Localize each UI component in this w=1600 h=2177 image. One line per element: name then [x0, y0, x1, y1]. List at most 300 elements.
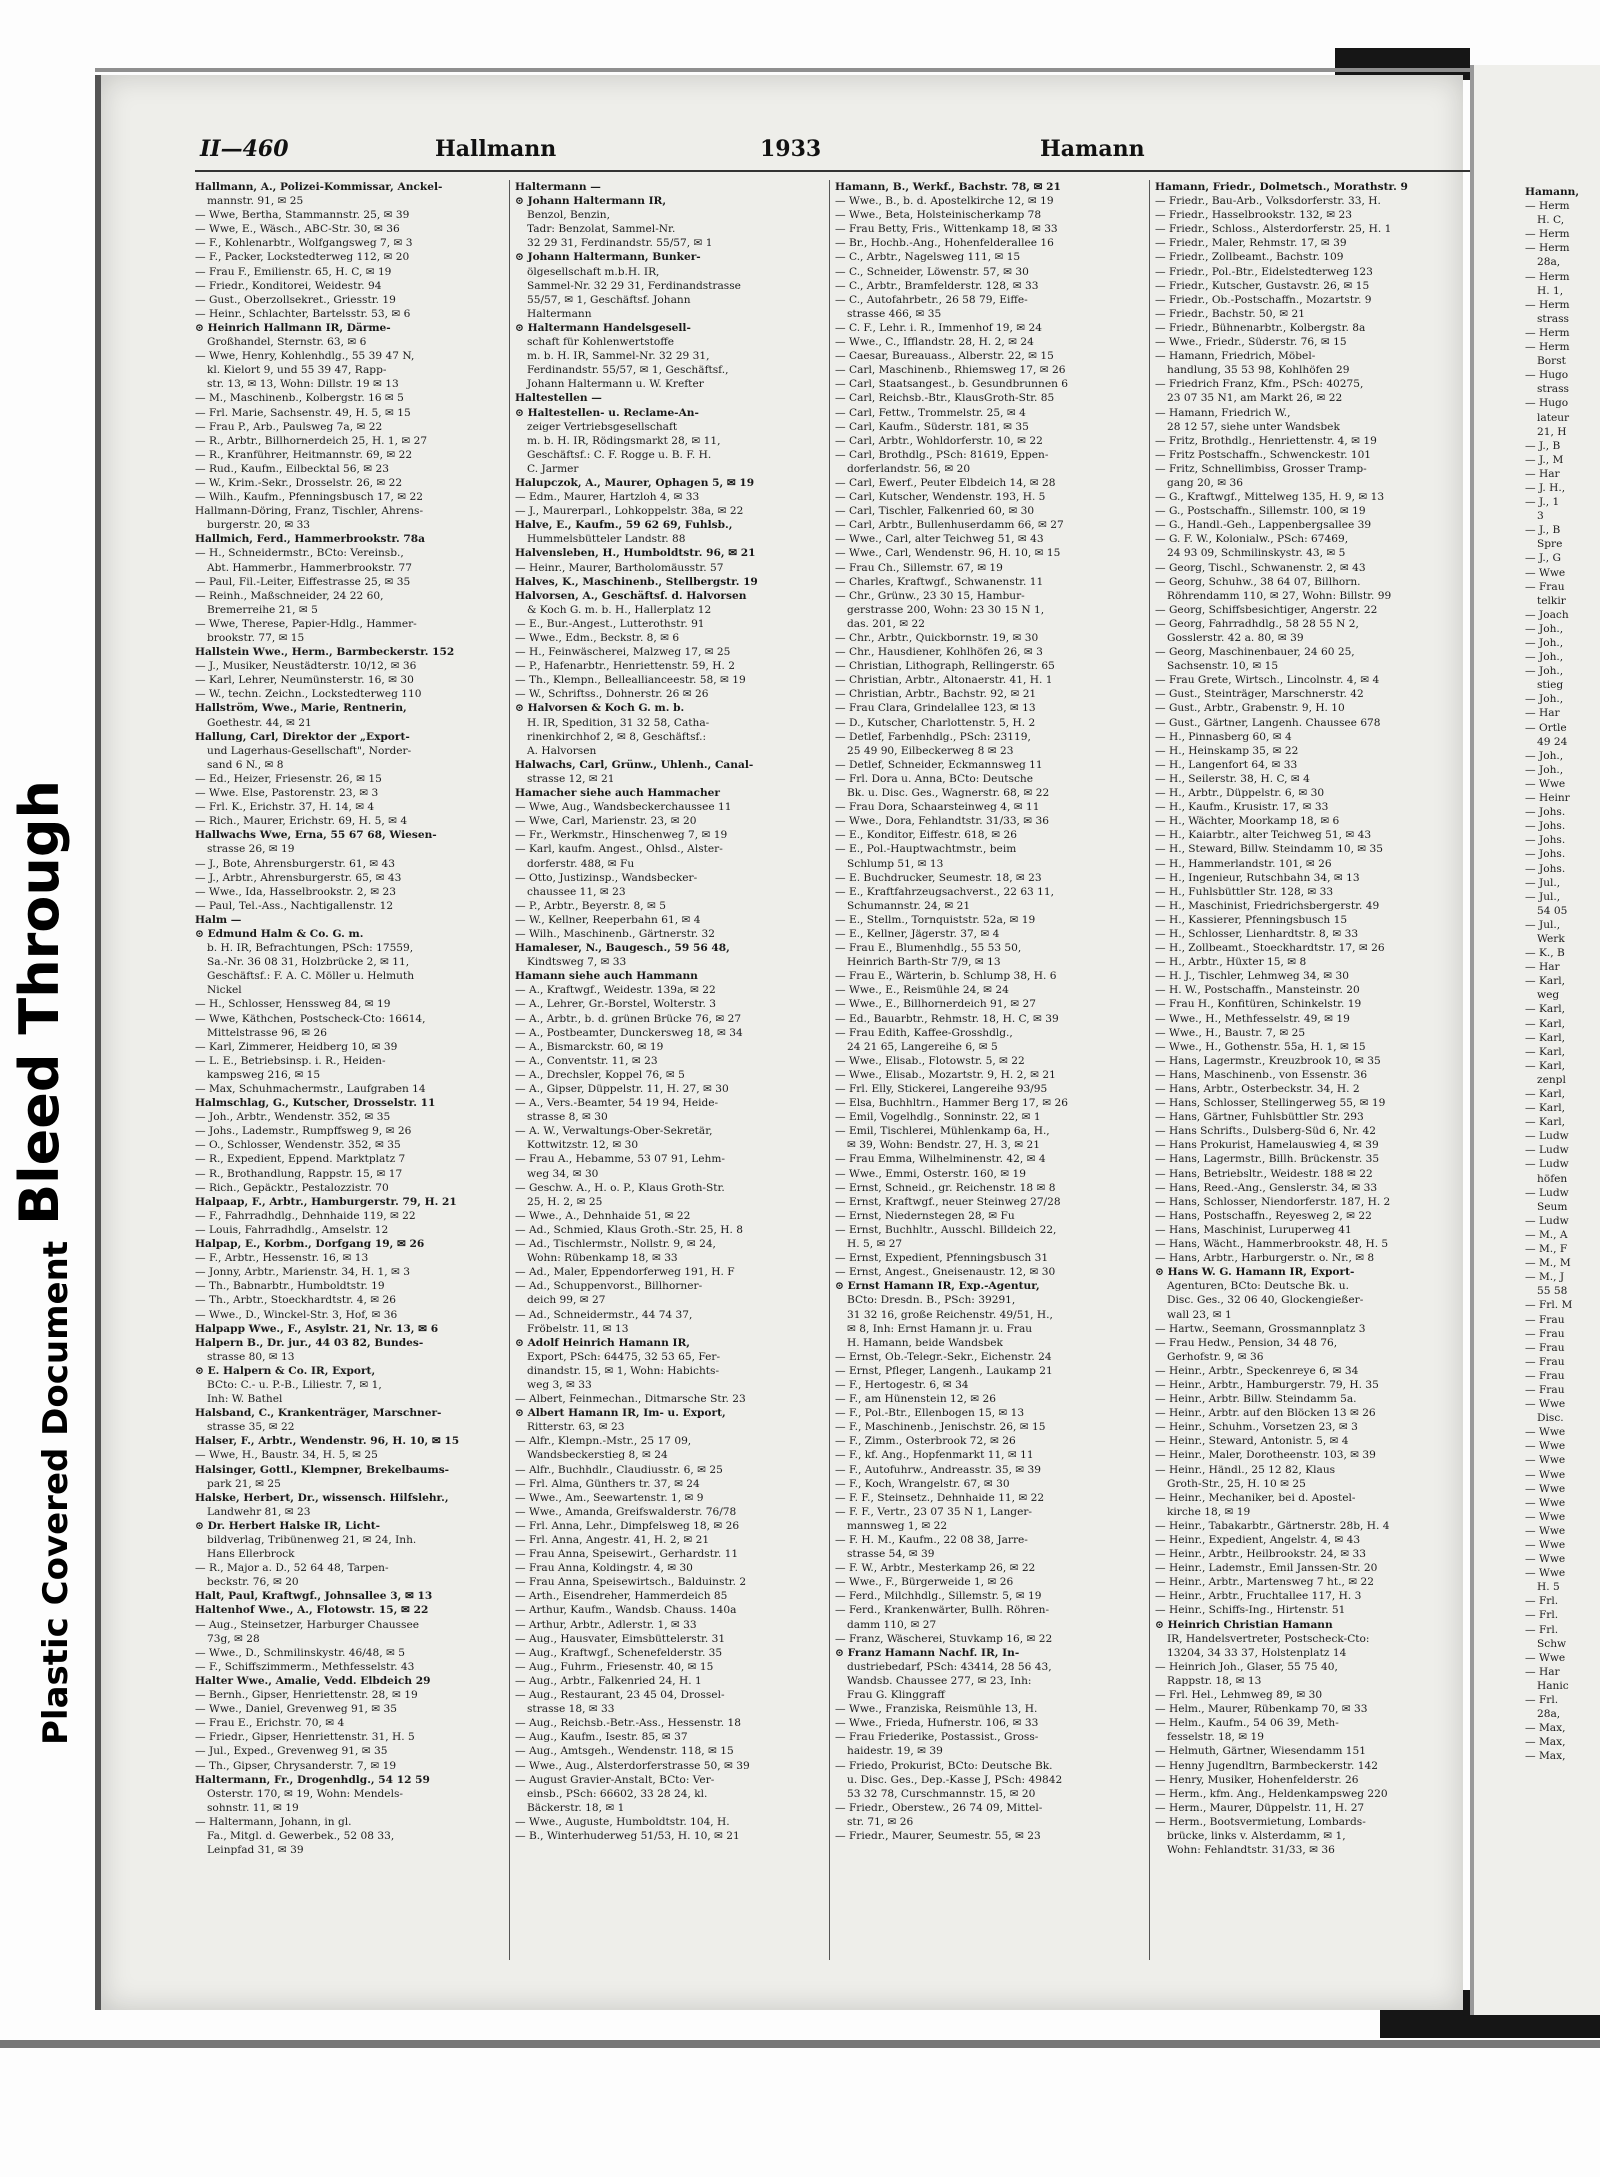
directory-entry-line: ⊙ Ernst Hamann IR, Exp.-Agentur, [835, 1280, 1040, 1293]
directory-entry-line: Ferdinandstr. 55/57, ✉ 1, Geschäftsf., [527, 364, 729, 377]
directory-entry-line: Mittelstrasse 96, ✉ 26 [207, 1026, 327, 1039]
directory-entry-line: — Wwe [1525, 1553, 1566, 1566]
directory-entry-line: — Frau E., Erichstr. 70, ✉ 4 [195, 1717, 345, 1730]
header-left-name: Hallmann [435, 136, 557, 162]
directory-entry-line: — Ludw [1525, 1144, 1569, 1157]
directory-entry-line: Gosslerstr. 42 a. 80, ✉ 39 [1167, 632, 1304, 644]
directory-entry-line: 25 49 90, Eilbeckerweg 8 ✉ 23 [847, 744, 1014, 757]
directory-entry-line: — Hans, Reed.-Ang., Genslerstr. 34, ✉ 33 [1155, 1181, 1378, 1194]
directory-entry-line: b. H. IR, Befrachtungen, PSch: 17559, [207, 942, 414, 955]
directory-entry-line: — Aug., Kraftwgf., Schenefelderstr. 35 [515, 1646, 723, 1659]
directory-entry-line: Haltermann, Fr., Drogenhdlg., 54 12 59 [195, 1773, 430, 1786]
directory-entry-line: bildverlag, Tribünenweg 21, ✉ 24, Inh. [207, 1534, 417, 1546]
directory-entry-line: H. 5 [1537, 1581, 1560, 1594]
directory-entry-line: — Carl, Brothdlg., PSch: 81619, Eppen- [835, 448, 1049, 461]
directory-entry-line: — Wwe, Käthchen, Postscheck-Cto: 16614, [195, 1012, 426, 1025]
directory-entry-line: Wohn: Fehlandtstr. 31/33, ✉ 36 [1167, 1844, 1335, 1857]
directory-entry-line: — Heinr., Arbtr., Martensweg 7 ht., ✉ 22 [1155, 1576, 1374, 1589]
directory-entry-line: — Ernst, Ob.-Telegr.-Sekr., Eichenstr. 24 [835, 1350, 1052, 1363]
directory-entry-line: Halser, F., Arbtr., Wendenstr. 96, H. 10, ✉ 15 [195, 1435, 460, 1448]
directory-entry-line: str. 71, ✉ 26 [847, 1815, 914, 1828]
directory-entry-line: — Frl. [1525, 1623, 1559, 1636]
directory-entry-line: — Friedr., Maler, Rehmstr. 17, ✉ 39 [1155, 237, 1347, 250]
directory-entry-line: — E., Kraftfahrzeugsachverst., 22 63 11, [835, 885, 1055, 898]
directory-entry-line: — Frl. Alma, Günthers tr. 37, ✉ 24 [515, 1477, 700, 1490]
directory-entry-line: — Hugo [1525, 369, 1569, 382]
directory-entry-line: — B., Winterhuderweg 51/53, H. 10, ✉ 21 [515, 1829, 740, 1842]
directory-entry-line: — H., Ingenieur, Rutschbahn 34, ✉ 13 [1155, 871, 1360, 884]
directory-entry-line: — A., Postbeamter, Dunckersweg 18, ✉ 34 [515, 1026, 743, 1039]
directory-entry-line: — Friedr., Kutscher, Gustavstr. 26, ✉ 15 [1155, 279, 1370, 292]
directory-entry-line: Bäckerstr. 18, ✉ 1 [527, 1801, 625, 1814]
directory-entry-line: — Wwe., H., Methfesselstr. 49, ✉ 19 [1155, 1012, 1350, 1025]
directory-entry-line: — Frau E., Wärterin, b. Schlump 38, H. 6 [835, 970, 1057, 983]
directory-entry-line: — Frau Ch., Sillemstr. 67, ✉ 19 [835, 561, 1003, 574]
directory-entry-line: zenpl [1537, 1073, 1566, 1086]
directory-entry-line: Halsband, C., Krankenträger, Marschner- [195, 1407, 442, 1420]
directory-entry-line: — A., Vers.-Beamter, 54 19 94, Heide- [515, 1097, 719, 1110]
directory-entry-line: — Wwe [1525, 1398, 1566, 1411]
directory-entry-line: — H., Feinwäscherei, Malzweg 17, ✉ 25 [515, 646, 731, 659]
directory-entry-line: stieg [1537, 679, 1564, 692]
directory-entry-line: weg [1537, 989, 1560, 1002]
directory-entry-line: — Herm., kfm. Ang., Heldenkampsweg 220 [1155, 1787, 1388, 1800]
directory-entry-line: A. Halvorsen [527, 744, 597, 757]
directory-entry-line: — Georg, Fahrradhdlg., 58 28 55 N 2, [1155, 617, 1359, 630]
directory-entry-line: — W., Kellner, Reeperbahn 61, ✉ 4 [515, 913, 701, 926]
directory-entry-line: 24 21 65, Langereihe 6, ✉ 5 [847, 1040, 998, 1053]
directory-entry-line: Bk. u. Disc. Ges., Wagnerstr. 68, ✉ 22 [847, 787, 1050, 800]
directory-entry-line: H. 1, [1537, 284, 1564, 297]
directory-entry-line: — Emil, Vogelhdlg., Sonninstr. 22, ✉ 1 [835, 1111, 1041, 1124]
directory-entry-line: — A., Bismarckstr. 60, ✉ 19 [515, 1040, 664, 1053]
directory-entry-line: Hallung, Carl, Direktor der „Export- [195, 730, 410, 743]
directory-entry-line: — Frau Clara, Grindelallee 123, ✉ 13 [835, 702, 1036, 715]
directory-entry-line: — Carl, Kaufm., Süderstr. 181, ✉ 35 [835, 420, 1029, 433]
directory-entry-line: — Frau Anna, Koldingstr. 4, ✉ 30 [515, 1562, 693, 1575]
directory-entry-line: Goethestr. 44, ✉ 21 [207, 716, 312, 729]
directory-entry-line: — A., Conventstr. 11, ✉ 23 [515, 1054, 658, 1067]
directory-entry-line: — Heinr., Arbtr., Hamburgerstr. 79, H. 35 [1155, 1378, 1379, 1391]
directory-entry-line: — Ad., Schneidermstr., 44 74 37, [515, 1308, 693, 1321]
directory-entry-line: — J., M [1525, 453, 1564, 466]
directory-entry-line: — Wwe., Elisab., Flotowstr. 5, ✉ 22 [835, 1054, 1025, 1067]
directory-entry-line: strasse 54, ✉ 39 [847, 1548, 935, 1561]
directory-entry-line: — J., B [1525, 439, 1561, 452]
directory-entry-line: — Wwe., Beta, Holsteinischerkamp 78 [835, 209, 1042, 222]
directory-entry-line: — Hans, Wächt., Hammerbrookstr. 48, H. 5 [1155, 1238, 1389, 1251]
directory-entry-line: — Hans, Arbtr., Harburgerstr. o. Nr., ✉ 8 [1155, 1252, 1375, 1265]
directory-entry-line: — A., Arbtr., b. d. grünen Brücke 76, ✉ 27 [515, 1012, 742, 1025]
directory-entry-line: Groth-Str., 25, H. 10 ✉ 25 [1167, 1477, 1306, 1490]
directory-entry-line: — Frau Anna, Speisewirtsch., Balduinstr. 2 [515, 1576, 747, 1589]
directory-entry-line: — G., Handl.-Geh., Lappenbergsallee 39 [1155, 519, 1372, 532]
directory-entry-line: Osterstr. 170, ✉ 19, Wohn: Mendels- [207, 1787, 403, 1800]
directory-entry-line: — Hans, Gärtner, Fuhlsbüttler Str. 293 [1155, 1111, 1364, 1124]
directory-entry-line: — Heinr [1525, 792, 1570, 805]
directory-entry-line: — P., Hafenarbtr., Henriettenstr. 59, H. 2 [515, 660, 735, 673]
directory-entry-line: — Frau [1525, 1355, 1565, 1368]
directory-entry-line: — Wwe., Friedr., Süderstr. 76, ✉ 15 [1155, 336, 1347, 349]
directory-entry-line: — F., Autofuhrw., Andreasstr. 35, ✉ 39 [835, 1463, 1042, 1476]
directory-entry-line: — Hans Prokurist, Hamelauswieg 4, ✉ 39 [1155, 1139, 1379, 1152]
directory-entry-line: — Hans, Lagermstr., Billh. Brückenstr. 35 [1155, 1153, 1380, 1166]
directory-entry-line: — A., Gipser, Düppelstr. 11, H. 27, ✉ 30 [515, 1083, 729, 1095]
directory-entry-line: — Rud., Kaufm., Eilbecktal 56, ✉ 23 [195, 462, 389, 475]
directory-entry-line: — J., G [1525, 552, 1561, 565]
directory-entry-line: — Har [1525, 961, 1560, 974]
directory-entry-line: ⊙ Halvorsen & Koch G. m. b. [515, 702, 685, 715]
directory-entry-line: — Friedr., Schloss., Alsterdorferstr. 25, H. 1 [1155, 223, 1392, 236]
directory-entry-line: — F., Arbtr., Hessenstr. 16, ✉ 13 [195, 1252, 369, 1265]
directory-column-1 [195, 180, 505, 1960]
directory-entry-line: m. b. H. IR, Rödingsmarkt 28, ✉ 11, [527, 434, 721, 447]
directory-entry-line: — Joh., [1525, 693, 1564, 706]
directory-entry-line: — H., Schlosser, Henssweg 84, ✉ 19 [195, 998, 391, 1011]
directory-entry-line: — R., Expedient, Eppend. Marktplatz 7 [195, 1153, 406, 1166]
directory-entry-line: — Friedr., Maurer, Seumestr. 55, ✉ 23 [835, 1829, 1041, 1842]
directory-entry-line: Bremerreihe 21, ✉ 5 [207, 603, 318, 616]
directory-entry-line: kl. Kielort 9, und 55 39 47, Rapp- [207, 364, 387, 377]
directory-entry-line: — Friedr., Gipser, Henriettenstr. 31, H. 5 [195, 1731, 415, 1744]
directory-entry-line: lateur [1537, 411, 1570, 424]
directory-entry-line: — Friedr., Bau-Arb., Volksdorferstr. 33, H. [1155, 195, 1381, 208]
directory-entry-line: — Frau Friederike, Postassist., Gross- [835, 1731, 1039, 1744]
directory-entry-line: — Heinr., Arbtr., Fruchtallee 117, H. 3 [1155, 1590, 1362, 1603]
directory-entry-line: — Hans Schrifts., Dulsberg-Süd 6, Nr. 42 [1155, 1125, 1377, 1138]
directory-entry-line: — Johs. [1525, 834, 1566, 847]
directory-entry-line: — Heinr., Mechaniker, bei d. Apostel- [1155, 1491, 1356, 1504]
directory-entry-line: strasse 80, ✉ 13 [207, 1350, 295, 1363]
directory-entry-line: — Johs. [1525, 862, 1566, 875]
directory-entry-line: — H., Steward, Billw. Steindamm 10, ✉ 35 [1155, 843, 1384, 856]
directory-entry-line: — Herm [1525, 298, 1570, 311]
directory-entry-line: — Karl, [1525, 1031, 1566, 1044]
directory-entry-line: — Wwe., H., Gothenstr. 55a, H. 1, ✉ 15 [1155, 1040, 1366, 1053]
directory-entry-line: Ritterstr. 63, ✉ 23 [527, 1421, 625, 1434]
directory-entry-line: — J., Musiker, Neustädterstr. 10/12, ✉ 36 [195, 660, 417, 673]
directory-entry-line: 28 12 57, siehe unter Wandsbek [1167, 420, 1340, 433]
directory-entry-line: — Ad., Schmied, Klaus Groth.-Str. 25, H. 8 [515, 1223, 743, 1236]
directory-entry-line: — Aug., Arbtr., Falkenried 24, H. 1 [515, 1674, 702, 1687]
directory-entry-line: — Helmuth, Gärtner, Wiesendamm 151 [1155, 1745, 1367, 1758]
directory-entry-line: beckstr. 76, ✉ 20 [207, 1576, 299, 1589]
directory-entry-line: — Frau [1525, 580, 1565, 593]
directory-entry-line: — Hartw., Seemann, Grossmannplatz 3 [1155, 1322, 1366, 1335]
directory-entry-line: — Wwe., Amanda, Greifswalderstr. 76/78 [515, 1505, 737, 1518]
directory-entry-line: — Aug., Steinsetzer, Harburger Chaussee [195, 1618, 420, 1631]
directory-entry-line: — Wwe. Else, Pastorenstr. 23, ✉ 3 [195, 787, 379, 800]
directory-entry-line: Spre [1537, 538, 1563, 551]
directory-entry-line: — Wwe, H., Baustr. 34, H. 5, ✉ 25 [195, 1449, 378, 1462]
directory-entry-line: — Fr., Werkmstr., Hinschenweg 7, ✉ 19 [515, 829, 728, 842]
directory-entry-line: ⊙ Franz Hamann Nachf. IR, In- [835, 1646, 1020, 1659]
directory-entry-line: haidestr. 19, ✉ 39 [847, 1745, 943, 1758]
directory-entry-line: 53 32 78, Curschmannstr. 15, ✉ 20 [847, 1787, 1036, 1800]
directory-entry-line: — Helm., Maurer, Rübenkamp 70, ✉ 33 [1155, 1703, 1368, 1716]
directory-entry-line: — Ernst, Niedernstegen 28, ✉ Fu [835, 1209, 1015, 1222]
directory-entry-line: Hanic [1537, 1679, 1569, 1692]
directory-entry-line: — Max, Schuhmachermstr., Laufgraben 14 [195, 1083, 426, 1095]
directory-entry-line: chaussee 11, ✉ 23 [527, 885, 626, 898]
directory-entry-line: — A. W., Verwaltungs-Ober-Sekretär, [515, 1125, 713, 1138]
directory-entry-line: — Wilh., Kaufm., Pfenningsbusch 17, ✉ 22 [195, 491, 423, 504]
directory-entry-line: 54 05 [1537, 904, 1568, 917]
directory-entry-line: — Max, [1525, 1722, 1566, 1735]
directory-entry-line: — E., Stellm., Tornquiststr. 52a, ✉ 19 [835, 913, 1036, 926]
directory-entry-line: — Frau P., Arb., Paulsweg 7a, ✉ 22 [195, 420, 383, 433]
directory-entry-line: — Reinh., Maßschneider, 24 22 60, [195, 589, 384, 602]
directory-entry-line: — Fritz, Brothdlg., Henriettenstr. 4, ✉ 19 [1155, 434, 1377, 447]
directory-entry-line: — Jul., [1525, 876, 1561, 889]
directory-entry-line: Inh: W. Bathel [207, 1393, 283, 1406]
directory-entry-line: ⊙ Haltermann Handelsgesell- [515, 321, 691, 334]
directory-entry-line: ⊙ Johann Haltermann IR, [515, 195, 667, 208]
directory-entry-line: — Friedr., Bühnenarbtr., Kolbergstr. 8a [1155, 321, 1366, 334]
directory-entry-line: — Wwe [1525, 1651, 1566, 1664]
directory-entry-line: — Frl. [1525, 1694, 1559, 1707]
directory-entry-line: — Hans, Betriebsltr., Weidestr. 188 ✉ 22 [1155, 1167, 1373, 1180]
directory-entry-line: — H. W., Postschaffn., Mansteinstr. 20 [1155, 984, 1360, 997]
directory-entry-line: — Wwe [1525, 1468, 1566, 1481]
directory-entry-line: — Joh., [1525, 622, 1564, 635]
directory-entry-line: — Joh., [1525, 749, 1564, 762]
directory-entry-line: — Hans, Postschaffn., Reyesweg 2, ✉ 22 [1155, 1209, 1372, 1222]
directory-entry-line: — Aug., Hausvater, Eimsbüttelerstr. 31 [515, 1632, 726, 1645]
directory-entry-line: dorferlandstr. 56, ✉ 20 [847, 462, 971, 475]
directory-entry-line: Hamaleser, N., Baugesch., 59 56 48, [515, 942, 730, 955]
directory-entry-line: — Gust., Steinträger, Marschnerstr. 42 [1155, 688, 1364, 701]
directory-entry-line: Wandsbeckerstieg 8, ✉ 24 [527, 1449, 668, 1462]
directory-entry-line: — Friedr., Zollbeamt., Bachstr. 109 [1155, 251, 1344, 264]
directory-entry-line: ⊙ Edmund Halm & Co. G. m. [195, 927, 364, 940]
directory-entry-line: ölgesellschaft m.b.H. IR, [527, 265, 660, 278]
directory-entry-line: — M., A [1525, 1228, 1568, 1241]
directory-entry-line: handlung, 35 53 98, Kohlhöfen 29 [1167, 364, 1350, 377]
header-right-name: Hamann [1040, 136, 1145, 162]
directory-entry-line: — Elsa, Buchhltrn., Hammer Berg 17, ✉ 26 [835, 1097, 1068, 1110]
directory-entry-line: — Th., Klempn., Belleallianceestr. 58, ✉ 19 [515, 674, 746, 687]
directory-entry-line: — Frau E., Blumenhdlg., 55 53 50, [835, 942, 1022, 955]
directory-entry-line: — Frau A., Hebamme, 53 07 91, Lehm- [515, 1153, 725, 1166]
directory-entry-line: — Herm [1525, 341, 1570, 354]
adjacent-page-column [1525, 185, 1600, 1965]
directory-entry-line: — Frl. Anna, Angestr. 41, H. 2, ✉ 21 [515, 1534, 710, 1546]
directory-entry-line: — H., Schlosser, Lienhardtstr. 8, ✉ 33 [1155, 927, 1359, 940]
directory-entry-line: — M., Maschinenb., Kolbergstr. 16 ✉ 5 [195, 392, 404, 405]
directory-entry-line: 28a, [1537, 1708, 1561, 1721]
directory-entry-line: strasse 8, ✉ 30 [527, 1111, 608, 1124]
directory-entry-line: — Rich., Gepäcktr., Pestalozzistr. 70 [195, 1181, 389, 1194]
directory-entry-line: — H., Arbtr., Düppelstr. 6, ✉ 30 [1155, 787, 1325, 800]
directory-entry-line: Hallmann-Döring, Franz, Tischler, Ahrens- [195, 505, 424, 518]
directory-entry-line: — M., J [1525, 1271, 1565, 1284]
directory-entry-line: Haltermann [527, 307, 592, 320]
directory-entry-line: — Wwe., E., Billhornerdeich 91, ✉ 27 [835, 998, 1036, 1011]
directory-entry-line: ⊙ Heinrich Hallmann IR, Därme- [195, 321, 391, 334]
directory-entry-line: — Wwe [1525, 777, 1566, 790]
directory-entry-line: Frau G. Klinggraff [847, 1689, 945, 1702]
directory-entry-line: — Chr., Arbtr., Quickbornstr. 19, ✉ 30 [835, 632, 1039, 644]
directory-entry-line: — Wwe., Dora, Fehlandtstr. 31/33, ✉ 36 [835, 815, 1050, 828]
directory-entry-line: — Frl. Anna, Lehr., Dimpfelsweg 18, ✉ 26 [515, 1519, 740, 1532]
directory-entry-line: — H., Fuhlsbüttler Str. 128, ✉ 33 [1155, 885, 1334, 898]
scan-top-edge [95, 68, 1470, 72]
directory-entry-line: — Frl. Elly, Stickerei, Langereihe 93/95 [835, 1083, 1048, 1095]
directory-entry-line: 32 29 31, Ferdinandstr. 55/57, ✉ 1 [527, 237, 713, 250]
directory-entry-line: — Frl. Marie, Sachsenstr. 49, H. 5, ✉ 15 [195, 406, 411, 419]
directory-entry-line: Landwehr 81, ✉ 23 [207, 1505, 311, 1518]
directory-entry-line: — Karl, Zimmerer, Heidberg 10, ✉ 39 [195, 1040, 398, 1053]
directory-entry-line: — Wwe., Carl, alter Teichweg 51, ✉ 43 [835, 533, 1044, 546]
directory-entry-line: Haltestellen — [515, 392, 602, 405]
directory-entry-line: 25, H. 2, ✉ 25 [527, 1195, 603, 1208]
directory-entry-line: — Otto, Justizinsp., Wandsbecker- [515, 871, 698, 884]
directory-entry-line: — Max, [1525, 1750, 1566, 1763]
directory-entry-line: — Herm [1525, 200, 1570, 213]
directory-entry-line: — Herm., Maurer, Düppelstr. 11, H. 27 [1155, 1801, 1365, 1814]
directory-entry-line: ✉ 8, Inh: Ernst Hamann jr. u. Frau [847, 1322, 1033, 1335]
directory-entry-line: — C., Arbtr., Bramfelderstr. 128, ✉ 33 [835, 279, 1039, 292]
directory-entry-line: 21, H [1537, 425, 1567, 438]
directory-entry-line: Hamann, [1525, 186, 1580, 198]
directory-entry-line: — F. H. M., Kaufm., 22 08 38, Jarre- [835, 1534, 1028, 1546]
directory-entry-line: telkir [1537, 594, 1566, 607]
directory-entry-line: — Wwe., Am., Seewartenstr. 1, ✉ 9 [515, 1491, 704, 1504]
directory-entry-line: — F., Schiffszimmerm., Methfesselstr. 43 [195, 1660, 415, 1673]
directory-entry-line: 13204, 34 33 37, Holstenplatz 14 [1167, 1646, 1347, 1659]
directory-entry-line: — A., Kraftwgf., Weidestr. 139a, ✉ 22 [515, 984, 716, 997]
directory-entry-line: 55 58 [1537, 1285, 1568, 1298]
directory-entry-line: Halpapp Wwe., F., Asylstr. 21, Nr. 13, ✉ 6 [195, 1322, 439, 1335]
directory-entry-line: — Christian, Arbtr., Bachstr. 92, ✉ 21 [835, 688, 1037, 701]
directory-entry-line: H. Hamann, beide Wandsbek [847, 1336, 1003, 1349]
page-number: II—460 [200, 136, 289, 162]
directory-entry-line: Nickel [207, 984, 242, 997]
directory-entry-line: mannstr. 91, ✉ 25 [207, 195, 304, 208]
directory-entry-line: — Frl. K., Erichstr. 37, H. 14, ✉ 4 [195, 801, 375, 814]
directory-entry-line: — Frau Grete, Wirtsch., Lincolnstr. 4, ✉ 4 [1155, 674, 1380, 687]
directory-entry-line: — J., B [1525, 524, 1561, 537]
directory-entry-line: — Chr., Hausdiener, Kohlhöfen 26, ✉ 3 [835, 646, 1043, 659]
directory-entry-line: — Fritz Postschaffn., Schwenckestr. 101 [1155, 448, 1372, 461]
directory-entry-line: — Aug., Kaufm., Isestr. 85, ✉ 37 [515, 1731, 688, 1744]
directory-entry-line: H. C, [1537, 214, 1565, 227]
directory-entry-line: sohnstr. 11, ✉ 19 [207, 1801, 299, 1814]
directory-entry-line: Gerhofstr. 9, ✉ 36 [1167, 1350, 1264, 1363]
directory-entry-line: — Wwe., Daniel, Grevenweg 91, ✉ 35 [195, 1703, 398, 1716]
directory-entry-line: — Wwe [1525, 1510, 1566, 1523]
directory-entry-line: — R., Major a. D., 52 64 48, Tarpen- [195, 1562, 389, 1575]
directory-entry-line: — Ernst, Angest., Gneisenaustr. 12, ✉ 30 [835, 1266, 1056, 1279]
directory-entry-line: — Wwe., E., Reismühle 24, ✉ 24 [835, 984, 1009, 997]
directory-entry-line: Hans Ellerbrock [207, 1548, 295, 1561]
directory-entry-line: — Joach [1525, 608, 1569, 621]
directory-entry-line: — G., Postschaffn., Sillemstr. 100, ✉ 19 [1155, 505, 1366, 518]
directory-entry-line: — Joh., Arbtr., Wendenstr. 352, ✉ 35 [195, 1111, 391, 1124]
directory-entry-line: — Heinr., Schiffs-Ing., Hirtenstr. 51 [1155, 1604, 1346, 1617]
directory-entry-line: ✉ 39, Wohn: Bendstr. 27, H. 3, ✉ 21 [847, 1139, 1040, 1152]
directory-entry-line: strass [1537, 383, 1569, 396]
directory-entry-line: — E., Konditor, Eiffestr. 618, ✉ 26 [835, 829, 1017, 842]
directory-entry-line: — Wwe, Aug., Wandsbeckerchaussee 11 [515, 801, 732, 814]
directory-entry-line: — Hans, Schlosser, Stellingerweg 55, ✉ 19 [1155, 1097, 1386, 1110]
directory-entry-line: schaft für Kohlenwertstoffe [527, 336, 675, 349]
directory-entry-line: — G. F. W., Kolonialw., PSch: 67469, [1155, 533, 1349, 546]
directory-entry-line: — F., am Hünenstein 12, ✉ 26 [835, 1393, 996, 1406]
directory-entry-line: Halpap, E., Korbm., Dorfgang 19, ✉ 26 [195, 1238, 425, 1251]
directory-entry-line: — Wwe [1525, 566, 1566, 579]
directory-entry-line: — Joh., [1525, 637, 1564, 649]
directory-entry-line: m. b. H. IR, Sammel-Nr. 32 29 31, [527, 350, 710, 363]
directory-entry-line: — H., Kaiarbtr., alter Teichweg 51, ✉ 43 [1155, 829, 1372, 842]
scan-bottom-edge [0, 2040, 1600, 2048]
directory-entry-line: — Joh., [1525, 665, 1564, 678]
directory-entry-line: Tadr: Benzolat, Sammel-Nr. [527, 223, 676, 236]
directory-column-2 [515, 180, 825, 1960]
directory-entry-line: — Wwe., A., Dehnhaide 51, ✉ 22 [515, 1209, 691, 1222]
directory-entry-line: — Th., Gipser, Chrysanderstr. 7, ✉ 19 [195, 1759, 397, 1772]
directory-entry-line: — Frau [1525, 1383, 1565, 1396]
directory-entry-line: — J., Arbtr., Ahrensburgerstr. 65, ✉ 43 [195, 871, 402, 884]
directory-entry-line: — Johs. [1525, 806, 1566, 819]
directory-entry-line: — H., Heinskamp 35, ✉ 22 [1155, 744, 1299, 757]
directory-entry-line: kirche 18, ✉ 19 [1167, 1505, 1251, 1518]
directory-entry-line: H. 5, ✉ 27 [847, 1238, 903, 1251]
directory-entry-line: — E., Kellner, Jägerstr. 37, ✉ 4 [835, 927, 1000, 940]
directory-column-4 [1155, 180, 1465, 1960]
directory-entry-line: Halter Wwe., Amalie, Vedd. Elbdeich 29 [195, 1674, 431, 1687]
directory-entry-line: kampsweg 216, ✉ 15 [207, 1068, 321, 1081]
directory-entry-line: — L. E., Betriebsinsp. i. R., Heiden- [195, 1054, 386, 1067]
plastic-covered-label: Plastic Covered Document [36, 1240, 76, 1745]
directory-entry-line: — Herm [1525, 228, 1570, 241]
directory-entry-line: — Heinr., Schuhm., Vorsetzen 23, ✉ 3 [1155, 1421, 1358, 1434]
directory-entry-line: — Wwe [1525, 1539, 1566, 1551]
directory-entry-line: — Wwe [1525, 1567, 1566, 1580]
directory-entry-line: ⊙ Dr. Herbert Halske IR, Licht- [195, 1519, 381, 1532]
directory-entry-line: — Friedr., Konditorei, Weidestr. 94 [195, 279, 382, 292]
directory-entry-line: — Friedr., Hasselbrookstr. 132, ✉ 23 [1155, 209, 1352, 222]
directory-entry-line: — Carl, Staatsangest., b. Gesundbrunnen 6 [835, 378, 1069, 391]
directory-entry-line: — Gust., Gärtner, Langenh. Chaussee 678 [1155, 716, 1381, 729]
directory-entry-line: — Gust., Oberzollsekret., Griesstr. 19 [195, 293, 396, 306]
directory-entry-line: — H. J., Tischler, Lehmweg 34, ✉ 30 [1155, 970, 1349, 983]
directory-entry-line: — Frau H., Konfitüren, Schinkelstr. 19 [1155, 998, 1362, 1011]
directory-entry-line: Hallström, Wwe., Marie, Rentnerin, [195, 702, 407, 715]
directory-entry-line: u. Disc. Ges., Dep.-Kasse J, PSch: 49842 [847, 1773, 1063, 1786]
directory-entry-line: — J. H., [1525, 481, 1566, 494]
directory-entry-line: Haltenhof Wwe., A., Flotowstr. 15, ✉ 22 [195, 1604, 429, 1617]
directory-entry-line: — Ferd., Milchhdlg., Sillemstr. 5, ✉ 19 [835, 1590, 1042, 1603]
directory-entry-line: gang 20, ✉ 36 [1167, 476, 1244, 489]
directory-entry-line: Werk [1537, 932, 1565, 945]
directory-entry-line: — H., Pinnasberg 60, ✉ 4 [1155, 730, 1292, 743]
directory-entry-line: — R., Kranführer, Heitmannstr. 69, ✉ 22 [195, 448, 413, 461]
directory-entry-line: — Henry, Musiker, Hohenfelderstr. 26 [1155, 1773, 1359, 1786]
directory-entry-line: — Heinr., Lademstr., Emil Janssen-Str. 20 [1155, 1562, 1378, 1575]
directory-entry-line: — Wwe., Auguste, Humboldtstr. 104, H. [515, 1815, 730, 1828]
directory-entry-line: — Johs. [1525, 820, 1566, 833]
directory-entry-line: — Heinr., Maurer, Bartholomäusstr. 57 [515, 561, 724, 574]
directory-entry-line: — Frau Edith, Kaffee-Grosshdlg., [835, 1026, 1013, 1039]
directory-entry-line: zeiger Vertriebsgesellschaft [527, 420, 678, 433]
directory-entry-line: — Frl. [1525, 1595, 1559, 1608]
directory-entry-line: — Georg, Tischl., Schwanenstr. 2, ✉ 43 [1155, 561, 1366, 574]
directory-entry-line: — Aug., Fuhrm., Friesenstr. 40, ✉ 15 [515, 1660, 714, 1673]
directory-entry-line: — Aug., Reichsb.-Betr.-Ass., Hessenstr. 18 [515, 1717, 741, 1730]
directory-entry-line: — Edm., Maurer, Hartzloh 4, ✉ 33 [515, 491, 700, 504]
